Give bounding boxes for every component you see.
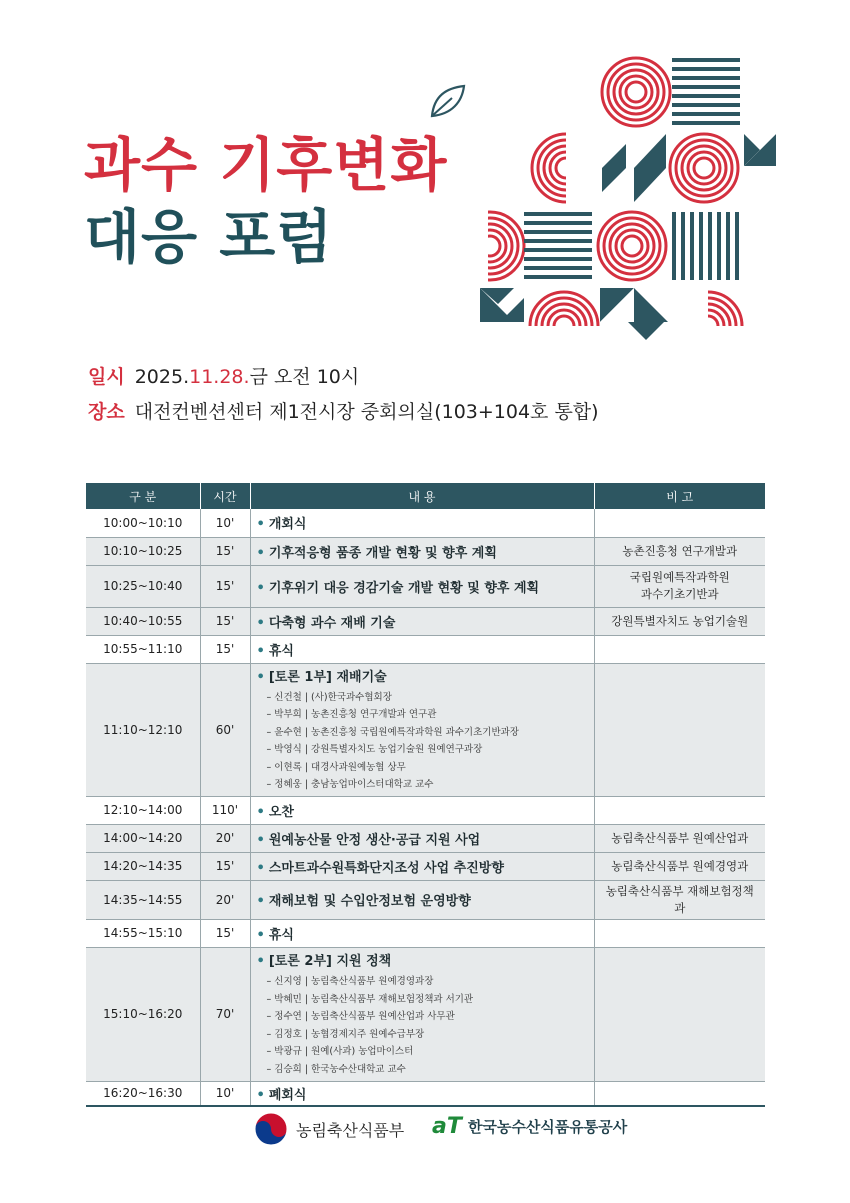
row-duration: 20' — [200, 824, 250, 852]
table-row — [86, 824, 765, 852]
row-time: 14:35~14:55 — [86, 880, 200, 919]
taegeuk-icon — [254, 1112, 288, 1146]
row-content: • [토론 1부] 재배기술 – 신건철 | (사)한국과수협회장 – 박부희 | 농촌진흥청 연구개발과 연구관 – 윤수현 | 농촌진흥청 국립원예특작과학원 과수기초기반과장 – 박영식 | 강원특별자치도 농업기술원 원예연구과장 – 이현록 | 대경사과원예농협 상무 – 정혜웅 | 충남농업마이스터대학교 교수 — [250, 663, 594, 796]
table-row — [86, 947, 765, 1081]
panelist: – 박광규 | 원예(사과) 농업마이스터 — [266, 1046, 414, 1057]
row-time: 16:20~16:30 — [86, 1081, 200, 1106]
row-content: • 개회식 — [250, 509, 594, 537]
row-note — [594, 509, 765, 537]
panelist: – 박영식 | 강원특별자치도 농업기술원 원예연구과장 — [266, 744, 483, 755]
row-note — [594, 663, 765, 796]
row-note: 농촌진흥청 연구개발과 — [594, 537, 765, 565]
row-content: • 스마트과수원특화단지조성 사업 추진방향 — [250, 852, 594, 880]
title-line1: 과수 기후변화 — [84, 131, 448, 199]
row-content: • 폐회식 — [250, 1081, 594, 1106]
row-time: 11:10~12:10 — [86, 663, 200, 796]
row-note — [594, 947, 765, 1081]
header-time: 시간 — [200, 483, 250, 509]
place-label: 장소 — [88, 401, 125, 423]
table-row — [86, 1081, 765, 1106]
row-content: • 다축형 과수 재배 기술 — [250, 607, 594, 635]
footer — [0, 1112, 850, 1152]
row-content: • 재해보험 및 수입안정보험 운영방향 — [250, 880, 594, 919]
row-content: • 기후위기 대응 경감기술 개발 현황 및 향후 계획 — [250, 565, 594, 607]
row-content: • 원예농산물 안정 생산·공급 지원 사업 — [250, 824, 594, 852]
row-duration: 110' — [200, 796, 250, 824]
table-row — [86, 880, 765, 919]
panelist: – 김정호 | 농협경제지주 원예수급부장 — [266, 1028, 425, 1040]
row-note: 국립원예특작과학원 과수기초기반과 — [594, 565, 765, 607]
row-time: 10:55~11:10 — [86, 635, 200, 663]
table-row — [86, 635, 765, 663]
table-header-row — [86, 483, 765, 509]
panelist: – 정수연 | 농림축산식품부 원예산업과 사무관 — [266, 1011, 455, 1022]
row-content: • 휴식 — [250, 635, 594, 663]
row-content: • 기후적응형 품종 개발 현황 및 향후 계획 — [250, 537, 594, 565]
table-row — [86, 509, 765, 537]
table-row — [86, 852, 765, 880]
panelist: – 신지영 | 농림축산식품부 원예경영과장 — [266, 976, 434, 987]
decorative-pattern — [476, 54, 796, 364]
row-duration: 15' — [200, 635, 250, 663]
schedule-table — [86, 483, 765, 1107]
row-duration: 15' — [200, 852, 250, 880]
at-name: 한국농수산식품유통공사 — [467, 1118, 628, 1136]
panelist: – 신건철 | (사)한국과수협회장 — [266, 691, 392, 703]
table-row — [86, 607, 765, 635]
table-row — [86, 537, 765, 565]
row-time: 10:10~10:25 — [86, 537, 200, 565]
date-highlight: 11.28. — [189, 366, 250, 388]
row-note — [594, 635, 765, 663]
discussion-panel-list — [257, 973, 588, 1078]
header-note: 비 고 — [594, 483, 765, 509]
panelist: – 김승희 | 한국농수산대학교 교수 — [266, 1063, 406, 1075]
date-post: 금 오전 10시 — [249, 366, 360, 388]
row-content: • 오찬 — [250, 796, 594, 824]
table-row — [86, 796, 765, 824]
mafra-logo — [254, 1112, 404, 1146]
date-pre: 2025. — [134, 366, 190, 388]
row-duration: 15' — [200, 565, 250, 607]
panelist: – 정혜웅 | 충남농업마이스터대학교 교수 — [266, 779, 434, 790]
mafra-name: 농림축산식품부 — [296, 1120, 405, 1140]
date-label: 일시 — [88, 366, 125, 388]
row-duration: 15' — [200, 607, 250, 635]
row-time: 10:40~10:55 — [86, 607, 200, 635]
row-time: 12:10~14:00 — [86, 796, 200, 824]
row-note — [594, 1081, 765, 1106]
header-section: 구 분 — [86, 483, 200, 509]
row-note: 강원특별자치도 농업기술원 — [594, 607, 765, 635]
date-line — [88, 362, 359, 389]
at-mark: aT — [432, 1114, 462, 1139]
at-logo — [432, 1114, 627, 1139]
row-time: 10:25~10:40 — [86, 565, 200, 607]
panelist: – 윤수현 | 농촌진흥청 국립원예특작과학원 과수기초기반과장 — [266, 726, 519, 738]
row-duration: 15' — [200, 537, 250, 565]
row-time: 14:00~14:20 — [86, 824, 200, 852]
table-row — [86, 919, 765, 947]
row-note: 농림축산식품부 원예산업과 — [594, 824, 765, 852]
row-note: 농림축산식품부 원예경영과 — [594, 852, 765, 880]
panelist: – 박부희 | 농촌진흥청 연구개발과 연구관 — [266, 709, 437, 720]
row-duration: 70' — [200, 947, 250, 1081]
row-time: 14:20~14:35 — [86, 852, 200, 880]
row-duration: 60' — [200, 663, 250, 796]
place-value: 대전컨벤션센터 제1전시장 중회의실(103+104호 통합) — [134, 401, 599, 423]
row-note — [594, 919, 765, 947]
row-note: 농림축산식품부 재해보험정책과 — [594, 880, 765, 919]
place-line — [88, 397, 599, 424]
table-row — [86, 565, 765, 607]
panelist: – 박혜민 | 농림축산식품부 재해보험정책과 서기관 — [266, 993, 474, 1005]
header-content: 내 용 — [250, 483, 594, 509]
row-time: 15:10~16:20 — [86, 947, 200, 1081]
row-duration: 10' — [200, 509, 250, 537]
row-duration: 15' — [200, 919, 250, 947]
title-line2: 대응 포럼 — [84, 203, 334, 271]
row-duration: 10' — [200, 1081, 250, 1106]
row-content: • [토론 2부] 지원 정책 – 신지영 | 농림축산식품부 원예경영과장 – 박혜민 | 농림축산식품부 재해보험정책과 서기관 – 정수연 | 농림축산식품부 원예산업과 사무관 – 김정호 | 농협경제지주 원예수급부장 – 박광규 | 원예(사과) 농업마이스터 – 김승희 | 한국농수산대학교 교수 — [250, 947, 594, 1081]
row-time: 14:55~15:10 — [86, 919, 200, 947]
panelist: – 이현록 | 대경사과원예농협 상무 — [266, 761, 406, 773]
row-note — [594, 796, 765, 824]
row-content: • 휴식 — [250, 919, 594, 947]
leaf-icon — [428, 82, 468, 122]
discussion-panel-list — [257, 689, 588, 794]
table-row — [86, 663, 765, 796]
row-duration: 20' — [200, 880, 250, 919]
row-time: 10:00~10:10 — [86, 509, 200, 537]
